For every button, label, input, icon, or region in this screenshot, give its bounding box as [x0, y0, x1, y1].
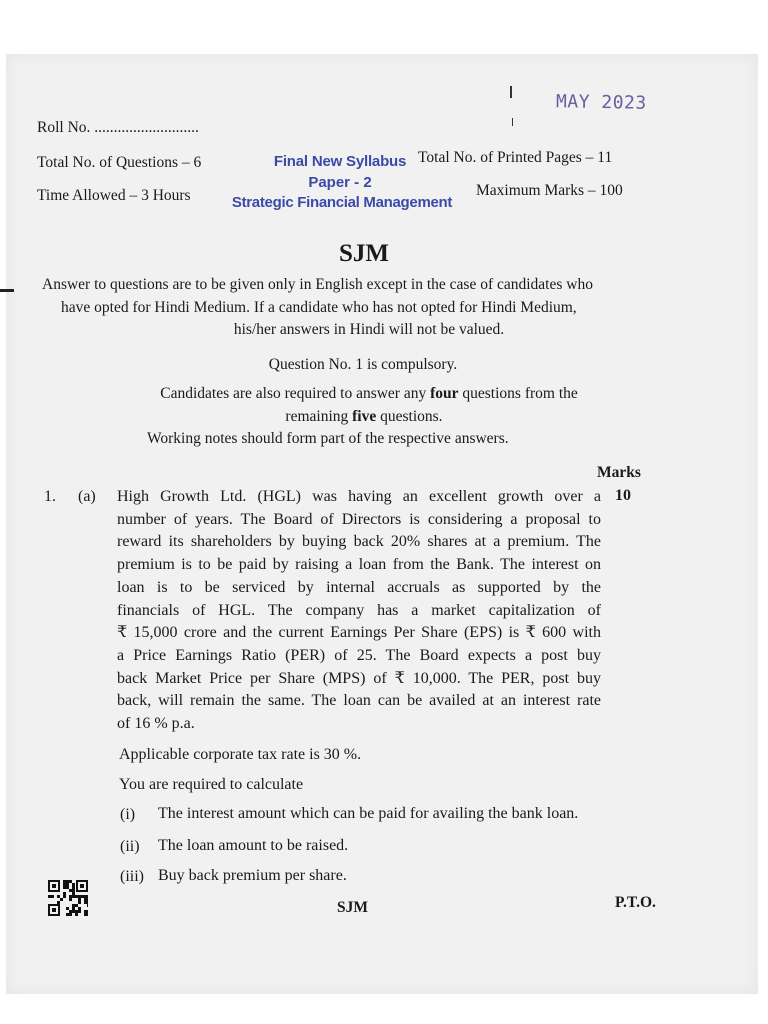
- question-line: of 16 % p.a.: [117, 715, 195, 733]
- working-notes-note: Working notes should form part of the respective answers.: [147, 430, 509, 447]
- question-line: premium is to be paid by raising a loan from the Bank. The interest on: [117, 556, 601, 574]
- question-line: number of years. The Board of Directors is considering a proposal to: [117, 510, 601, 528]
- margin-tick: [510, 86, 512, 98]
- question-line: a Price Earnings Ratio (PER) of 25. The Board expects a post buy: [117, 646, 601, 664]
- question-line: financials of HGL. The company has a market capitalization of: [117, 601, 601, 619]
- question-number: 1.: [44, 488, 56, 505]
- question-line: back Market Price per Share (MPS) of ₹ 10,000. The PER, post buy: [117, 669, 601, 687]
- answer-any-note: Candidates are also required to answer any four questions from the: [160, 385, 578, 402]
- question-marks: 10: [615, 487, 631, 504]
- question-line: back, will remain the same. The loan can be availed at an interest rate: [117, 692, 601, 710]
- question-body: [117, 486, 601, 736]
- margin-tick: [512, 118, 513, 126]
- subject-label: Strategic Financial Management: [231, 194, 453, 211]
- sub-item-number: (i): [120, 806, 136, 823]
- roll-number-line: Roll No. ...........................: [37, 119, 199, 136]
- question-line: High Growth Ltd. (HGL) was having an excellent growth over a: [117, 488, 601, 505]
- page-turn-note: P.T.O.: [615, 894, 656, 911]
- date-stamp: MAY 2023: [555, 91, 647, 114]
- instruction-line-1: Answer to questions are to be given only in English except in the case of candidates who: [42, 276, 593, 293]
- total-questions: Total No. of Questions – 6: [37, 154, 202, 171]
- sub-item-text: The loan amount to be raised.: [158, 837, 349, 854]
- sub-item-text: Buy back premium per share.: [158, 867, 347, 884]
- maximum-marks: Maximum Marks – 100: [476, 182, 623, 199]
- qr-code-icon: [48, 880, 88, 916]
- question-line: reward its shareholders by buying back 20% shares at a premium. The: [117, 533, 601, 551]
- paper-code-title: SJM: [339, 240, 389, 267]
- printed-pages: Total No. of Printed Pages – 11: [418, 149, 613, 166]
- margin-mark: [0, 289, 14, 292]
- sub-item-number: (iii): [120, 868, 144, 885]
- sub-item-number: (ii): [120, 838, 140, 855]
- syllabus-label: Final New Syllabus: [273, 153, 407, 170]
- time-allowed: Time Allowed – 3 Hours: [37, 187, 191, 204]
- compulsory-note: Question No. 1 is compulsory.: [268, 356, 458, 373]
- footer-paper-code: SJM: [337, 899, 368, 916]
- required-note: You are required to calculate: [119, 776, 304, 793]
- question-line: loan is to be serviced by internal accruals as supported by the: [117, 578, 601, 596]
- instruction-line-2: have opted for Hindi Medium. If a candidate who has not opted for Hindi Medium,: [61, 299, 577, 316]
- instruction-line-3: his/her answers in Hindi will not be valued.: [233, 321, 505, 338]
- remaining-questions-note: remaining five questions.: [285, 408, 443, 425]
- tax-rate-note: Applicable corporate tax rate is 30 %.: [119, 746, 362, 763]
- marks-column-header: Marks: [597, 464, 641, 481]
- paper-label: Paper - 2: [308, 174, 372, 191]
- sub-item-text: The interest amount which can be paid for availing the bank loan.: [158, 805, 579, 822]
- question-line: ₹ 15,000 crore and the current Earnings Per Share (EPS) is ₹ 600 with: [117, 624, 601, 642]
- question-part: (a): [78, 488, 96, 505]
